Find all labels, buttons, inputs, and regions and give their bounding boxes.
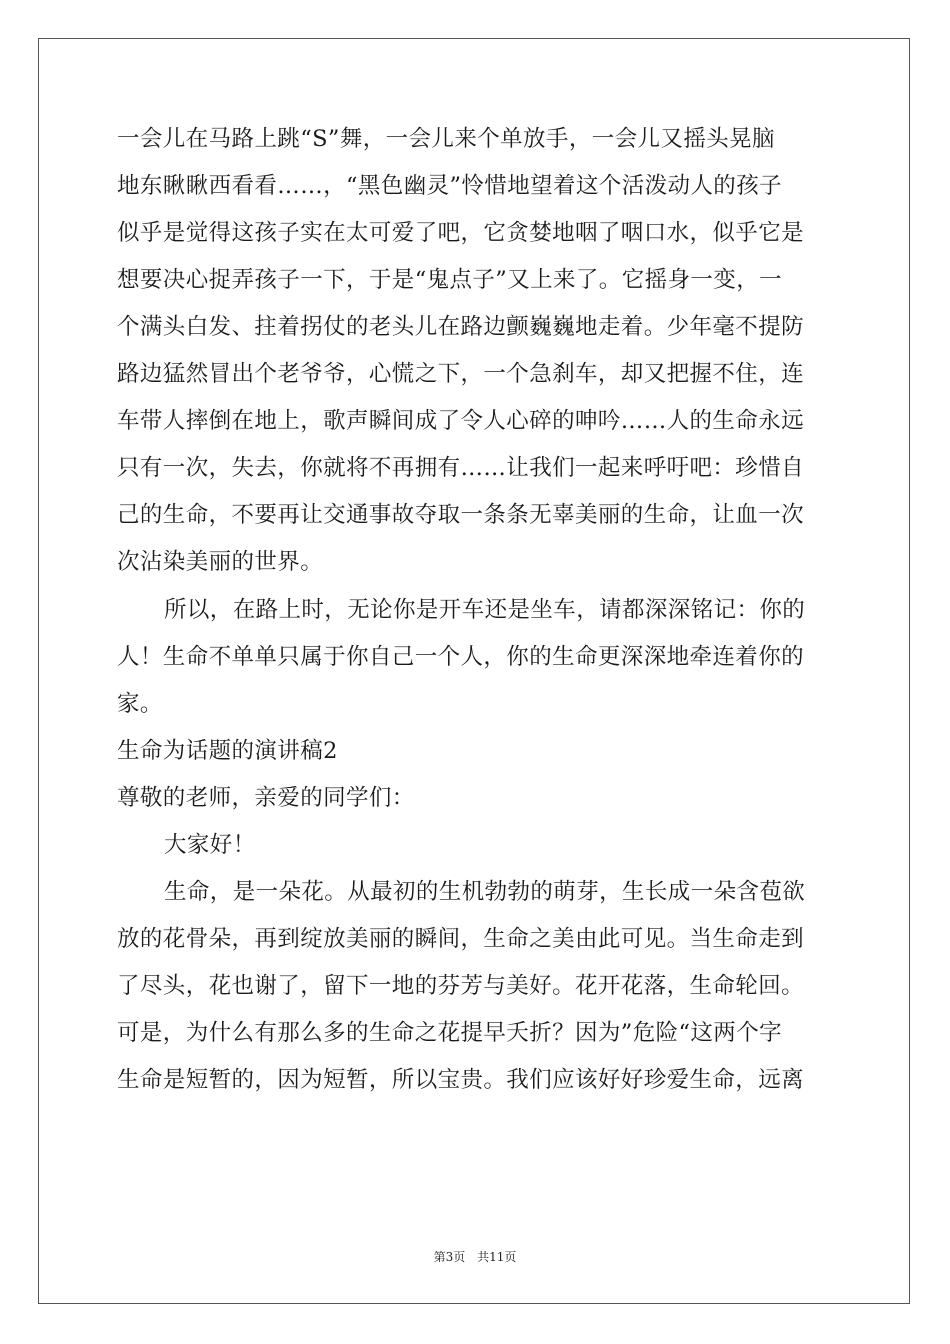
- body-line: 了尽头，花也谢了，留下一地的芬芳与美好。花开花落，生命轮回。: [117, 973, 805, 999]
- greeting: 大家好！: [164, 832, 256, 858]
- salutation: 尊敬的老师，亲爱的同学们：: [117, 785, 415, 811]
- paragraph-first-line: 生命，是一朵花。从最初的生机勃勃的萌芽，生长成一朵含苞欲: [164, 879, 806, 905]
- body-line: 路边猛然冒出个老爷爷，心慌之下，一个急刹车，却又把握不住，连: [117, 361, 805, 387]
- body-line: 可是，为什么有那么多的生命之花提早夭折？因为”危险“这两个字: [117, 1020, 783, 1046]
- body-line: 只有一次，失去，你就将不再拥有……让我们一起来呼吁吧：珍惜自: [117, 455, 805, 481]
- body-line: 地东瞅瞅西看看……，“黑色幽灵”怜惜地望着这个活泼动人的孩子: [117, 173, 783, 199]
- body-line: 人！生命不单单只属于你自己一个人，你的生命更深深地牵连着你的: [117, 644, 805, 670]
- paragraph-first-line: 所以，在路上时，无论你是开车还是坐车，请都深深铭记：你的: [164, 597, 806, 623]
- page-total: 共11页: [477, 1250, 517, 1264]
- body-line: 生命是短暂的，因为短暂，所以宝贵。我们应该好好珍爱生命，远离: [117, 1067, 805, 1093]
- body-line: 家。: [117, 691, 163, 717]
- page-number: 第3页: [433, 1250, 466, 1264]
- body-line: 车带人摔倒在地上，歌声瞬间成了令人心碎的呻吟……人的生命永远: [117, 408, 805, 434]
- body-line: 似乎是觉得这孩子实在太可爱了吧，它贪婪地咽了咽口水，似乎它是: [117, 220, 805, 246]
- body-line: 放的花骨朵，再到绽放美丽的瞬间，生命之美由此可见。当生命走到: [117, 926, 805, 952]
- body-line: 一会儿在马路上跳“S”舞，一会儿来个单放手，一会儿又摇头晃脑: [117, 126, 775, 152]
- page-footer: [0, 1249, 950, 1265]
- body-line: 个满头白发、拄着拐仗的老头儿在路边颤巍巍地走着。少年毫不提防: [117, 314, 805, 340]
- body-line: 次沾染美丽的世界。: [117, 549, 324, 575]
- body-line: 己的生命，不要再让交通事故夺取一条条无辜美丽的生命，让血一次: [117, 502, 805, 528]
- section-title: 生命为话题的演讲稿2: [117, 738, 338, 764]
- body-line: 想要决心捉弄孩子一下，于是“鬼点子”又上来了。它摇身一变，一: [117, 267, 783, 293]
